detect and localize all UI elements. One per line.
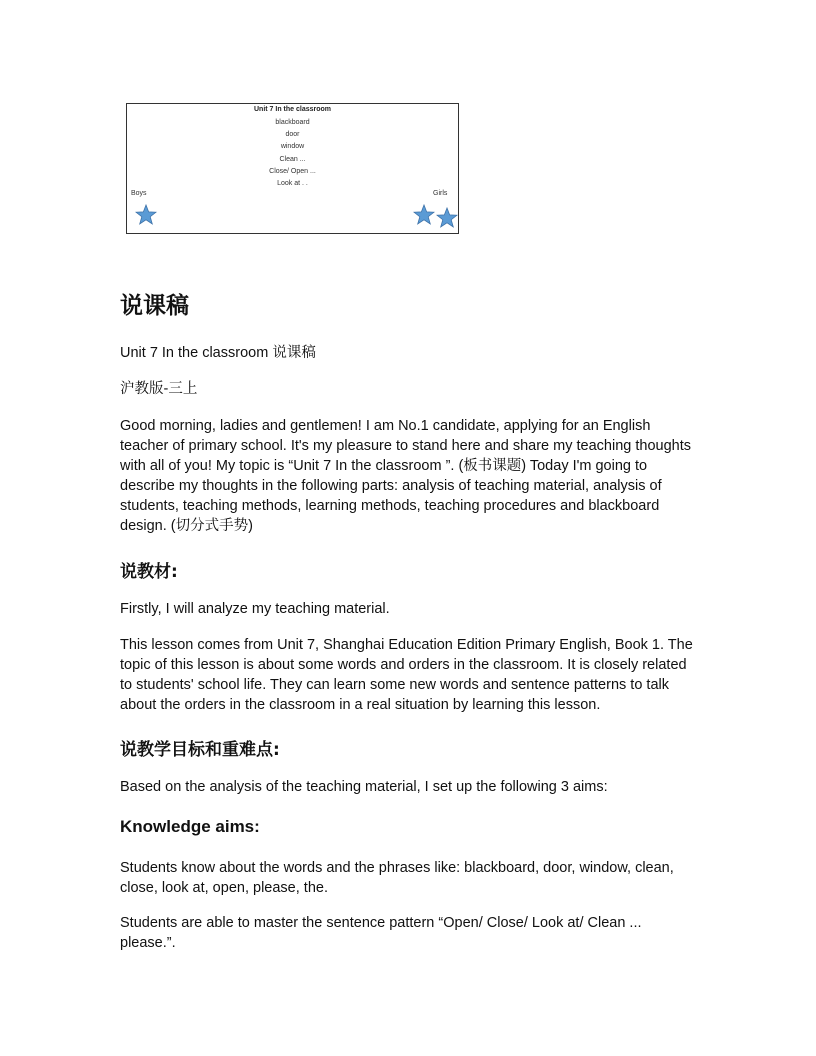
section-heading-material: 说教材: — [120, 562, 178, 582]
girls-label: Girls — [433, 190, 448, 197]
boys-label: Boys — [131, 190, 147, 197]
blackboard-word: door — [285, 131, 300, 139]
blackboard-word: Close/ Open ... — [269, 167, 316, 175]
blackboard-word: blackboard — [275, 119, 310, 126]
document-subtitle: Unit 7 In the classroom 说课稿 — [120, 345, 316, 361]
star-icon — [413, 204, 435, 226]
section-heading-knowledge: Knowledge aims: — [120, 817, 260, 836]
blackboard-word: window — [280, 143, 305, 151]
blackboard-title: Unit 7 In the classroom — [253, 106, 332, 113]
star-icon — [436, 207, 458, 229]
knowledge-paragraph-1: Students know about the words and the phrases like: blackboard, door, window, clean, close, look at, open, please, the. — [120, 860, 674, 896]
blackboard-word: Clean ... — [279, 155, 306, 163]
blackboard-word-list — [127, 117, 458, 190]
intro-paragraph: Good morning, ladies and gentlemen! I am No.1 candidate, applying for an English teacher of primary school. It's my pleasure to stand here and share my teaching thoughts with all of you! My topic is “Unit 7 In the classroom ”. (板书课题) Today I'm going to describe my thoughts in the following parts: analysis of teaching material, analysis of students, teaching methods, learning methods, teaching procedures and blackboard design. (切分式手势) — [120, 418, 691, 534]
edition-label: 沪教版-三上 — [120, 381, 198, 397]
star-icon — [135, 204, 157, 226]
material-paragraph-1: Firstly, I will analyze my teaching material. — [120, 601, 390, 617]
knowledge-paragraph-2: Students are able to master the sentence pattern “Open/ Close/ Look at/ Clean ... please.”. — [120, 915, 642, 951]
aims-paragraph: Based on the analysis of the teaching material, I set up the following 3 aims: — [120, 779, 608, 795]
document-title: 说课稿 — [120, 293, 189, 319]
blackboard-word: Look at . . — [277, 180, 308, 188]
blackboard-design — [126, 103, 459, 234]
material-paragraph-2: This lesson comes from Unit 7, Shanghai Education Edition Primary English, Book 1. The topic of this lesson is about some words and orders in the classroom. It is closely related to students' school life. They can learn some new words and sentence patterns to talk about the orders in the classroom in a real situation by learning this lesson. — [120, 637, 693, 713]
section-heading-aims: 说教学目标和重难点: — [120, 740, 280, 760]
